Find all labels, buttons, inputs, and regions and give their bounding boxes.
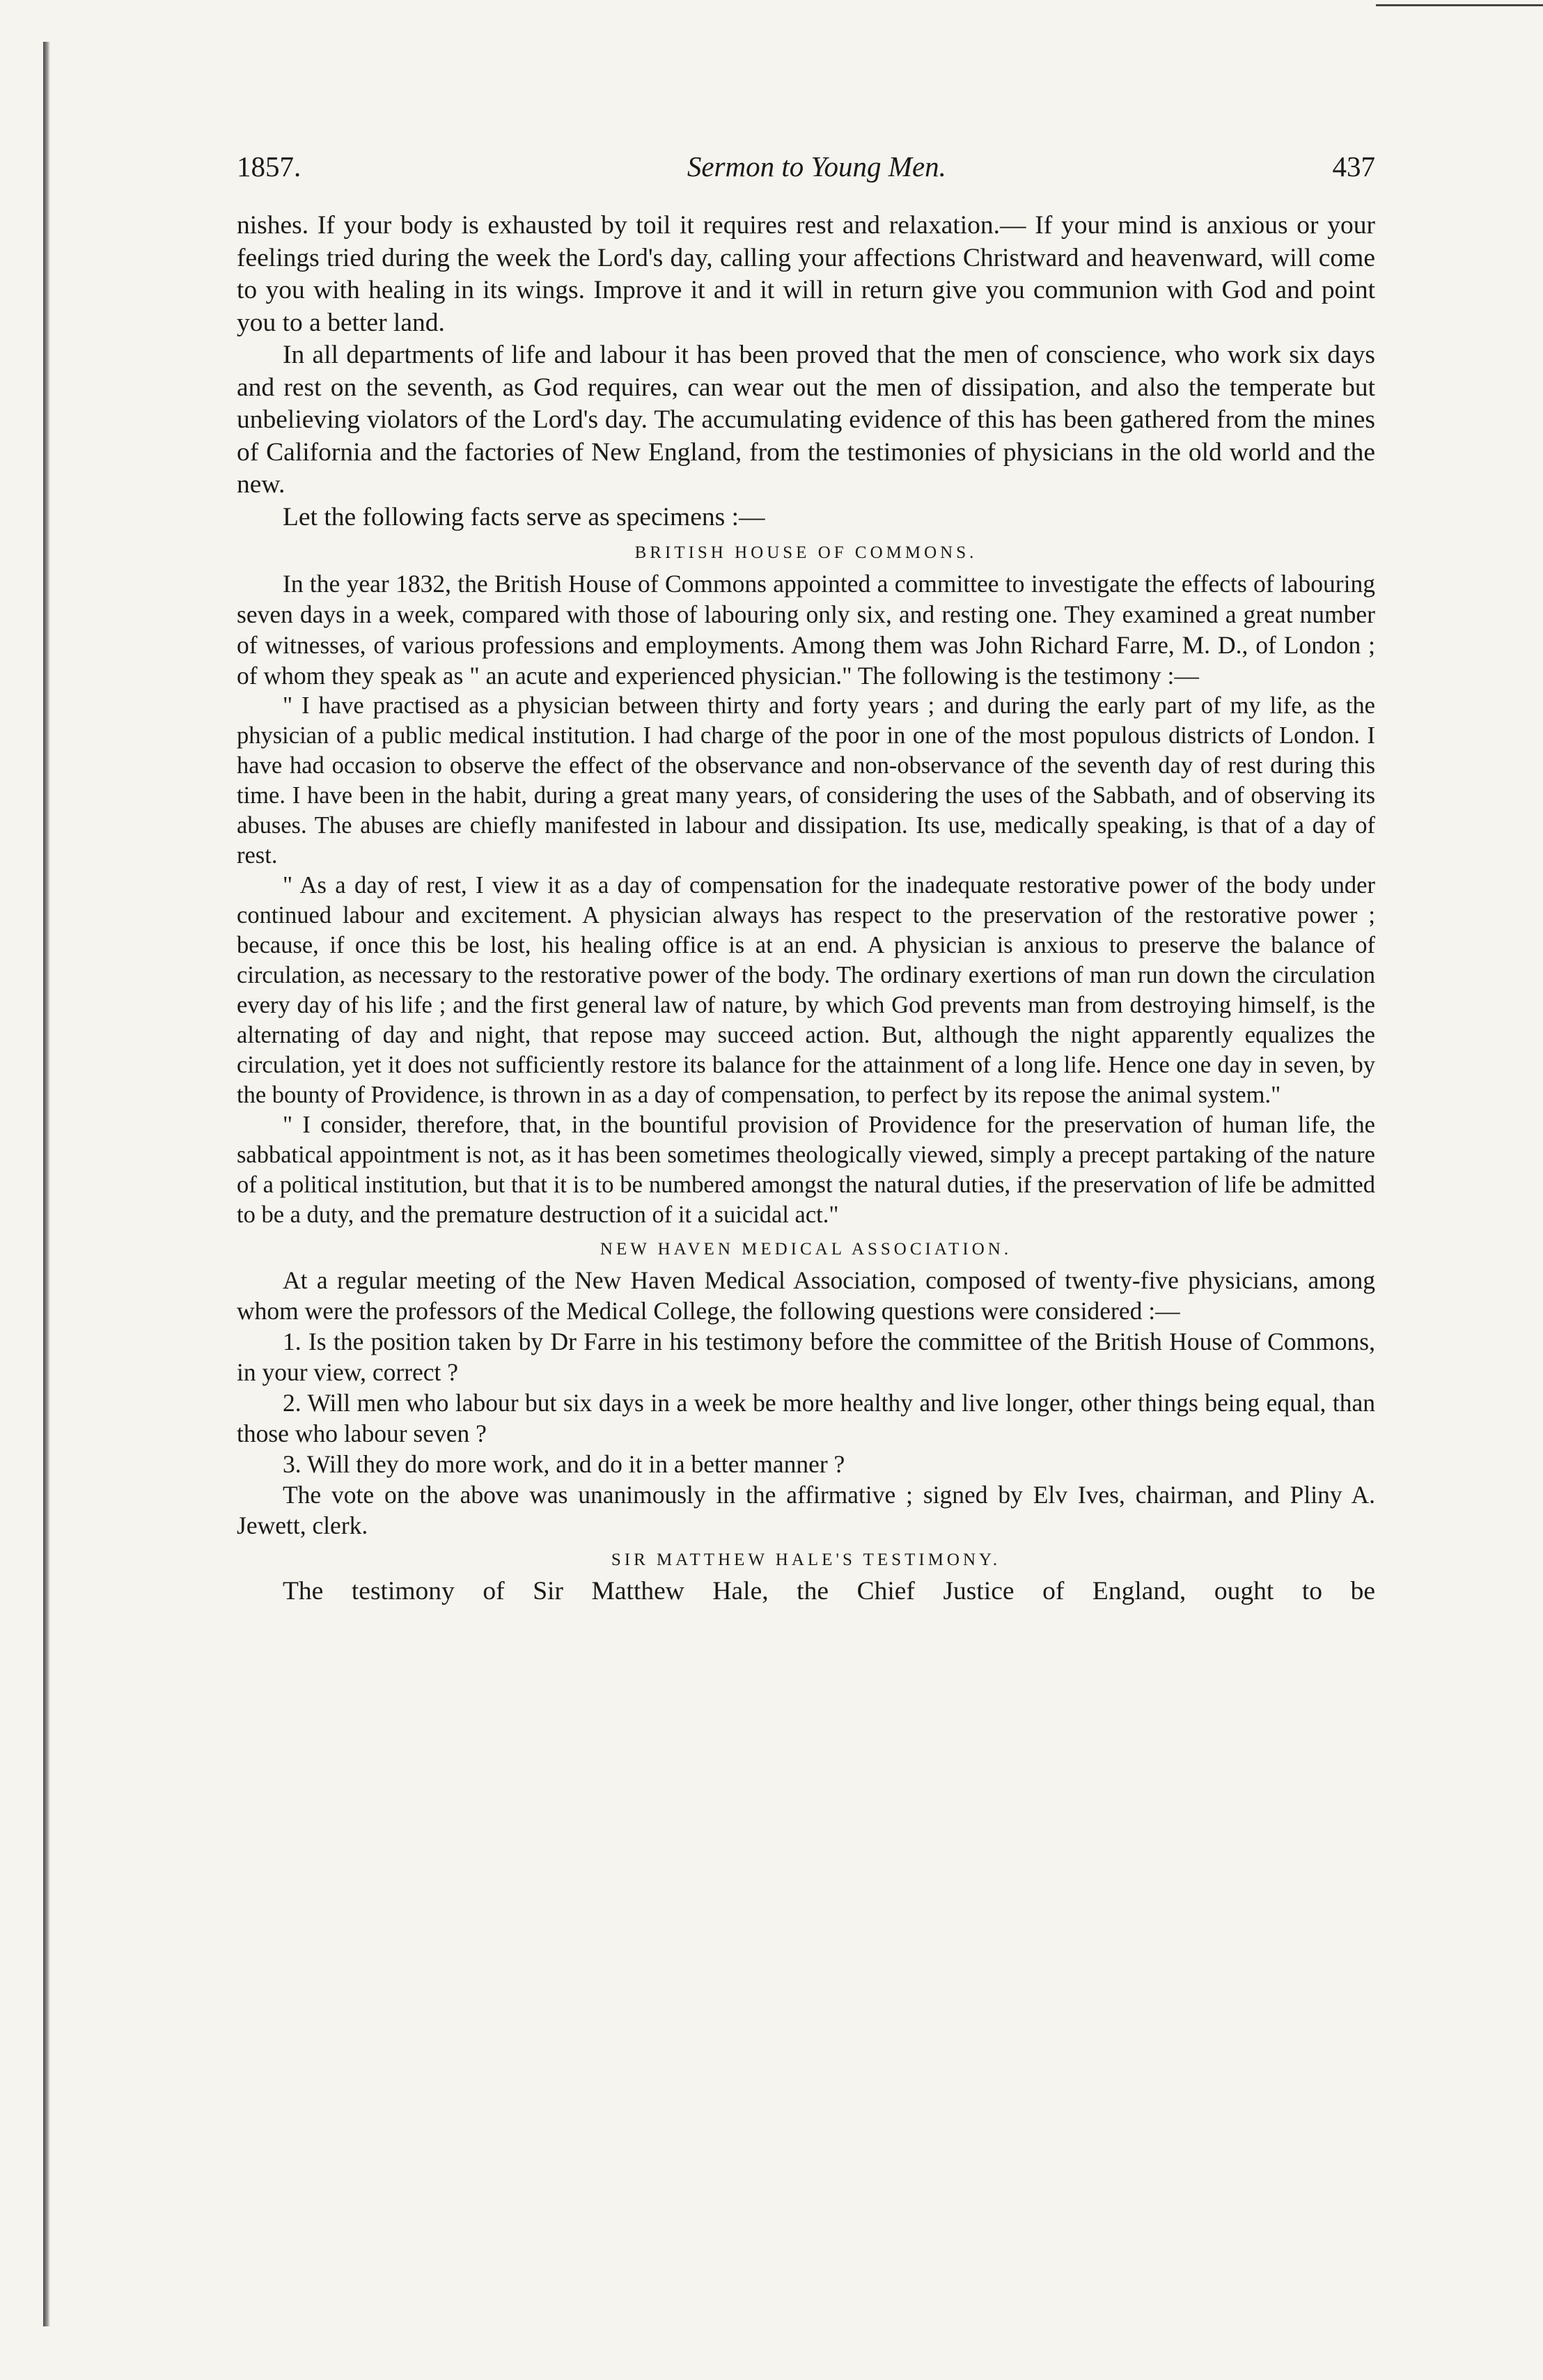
- paragraph: At a regular meeting of the New Haven Medical Association, composed of twenty-five physicians, among whom were the professors of the Medical College, the following questions were considered :—: [237, 1266, 1375, 1325]
- paragraph: In all departments of life and labour it has been proved that the men of conscience, who work six days and rest on the seventh, as God requires, can wear out the men of dissipation, and also the temperate but unbelieving violators of the Lord's day. The accumulating evidence of this has been gathered from the mines of California and the factories of New England, from the testimonies of physicians in the old world and the new.: [237, 341, 1375, 499]
- question-item: 3. Will they do more work, and do it in a better manner ?: [283, 1450, 845, 1478]
- intro-text: [237, 210, 1375, 534]
- header-title: Sermon to Young Men.: [687, 150, 946, 182]
- page-number: 437: [1332, 150, 1375, 182]
- paragraph: In the year 1832, the British House of Commons appointed a committee to investigate the effects of labouring seven days in a week, compared with those of labouring only six, and resting one. They examined a great number of witnesses, of various professions and employments. Among them was John Richard Farre, M. D., of London ; of whom they speak as " an acute and experienced physician." The following is the testimony :—: [237, 570, 1375, 690]
- paragraph: " I consider, therefore, that, in the bountiful provision of Providence for the preservation of human life, the sabbatical appointment is not, as it has been sometimes theologically viewed, simply a precept partaking of the nature of a political institution, but that it is to be numbered amongst the natural duties, if the preservation of life be admitted to be a duty, and the premature destruction of it a suicidal act.": [237, 1112, 1375, 1228]
- scan-edge: [43, 42, 50, 2326]
- farre-testimony: [237, 691, 1375, 1230]
- header-year: 1857.: [237, 150, 301, 182]
- section-heading-hale: SIR MATTHEW HALE'S TESTIMONY.: [611, 1550, 1001, 1569]
- top-rule: [1376, 4, 1543, 6]
- question-item: 1. Is the position taken by Dr Farre in his testimony before the committee of the British House of Commons, in your view, correct ?: [237, 1328, 1375, 1386]
- paragraph: The vote on the above was unanimously in the affirmative ; signed by Elv Ives, chairman, and Pliny A. Jewett, clerk.: [237, 1481, 1375, 1539]
- section-british-house: [237, 568, 1375, 691]
- paragraph: " I have practised as a physician between thirty and forty years ; and during the early part of my life, as the physician of a public medical institution. I had charge of the poor in one of the most populous districts of London. I have had occasion to observe the effect of the observance and non-observance of the seventh day of rest during this time. I have been in the habit, during a great many years, of considering the uses of the Sabbath, and of observing its abuses. The abuses are chiefly manifested in labour and dissipation. Its use, medically speaking, is that of a day of rest.: [237, 692, 1375, 869]
- paragraph: The testimony of Sir Matthew Hale, the Chief Justice of England, ought to be: [283, 1577, 1375, 1605]
- paragraph: Let the following facts serve as specimens :—: [283, 502, 765, 531]
- book-page: [237, 150, 1375, 1608]
- paragraph: " As a day of rest, I view it as a day of compensation for the inadequate restorative power of the body under continued labour and excitement. A physician always has respect to the preservation of the restorative power ; because, if once this be lost, his healing office is at an end. A physician is anxious to preserve the balance of circulation, as necessary to the restorative power of the body. The ordinary exertions of man run down the circulation every day of his life ; and the first general law of nature, by which God prevents man from destroying himself, is the alternating of day and night, that repose may succeed action. But, although the night apparently equalizes the circulation, yet it does not sufficiently restore its balance for the attainment of a long life. Hence one day in seven, by the bounty of Providence, is thrown in as a day of compensation, to perfect by its repose the animal system.": [237, 872, 1375, 1108]
- running-header: [237, 150, 1375, 183]
- question-item: 2. Will men who labour but six days in a week be more healthy and live longer, other things being equal, than those who labour seven ?: [237, 1389, 1375, 1447]
- section-new-haven: [237, 1265, 1375, 1541]
- paragraph: nishes. If your body is exhausted by toil it requires rest and relaxation.— If your mind is anxious or your feelings tried during the week the Lord's day, calling your affections Christward and heavenward, will come to you with healing in its wings. Improve it and it will in return give you communion with God and point you to a better land.: [237, 211, 1375, 337]
- section-hale: [237, 1576, 1375, 1608]
- section-heading-british-house: BRITISH HOUSE OF COMMONS.: [634, 543, 978, 562]
- section-heading-new-haven: NEW HAVEN MEDICAL ASSOCIATION.: [600, 1240, 1012, 1259]
